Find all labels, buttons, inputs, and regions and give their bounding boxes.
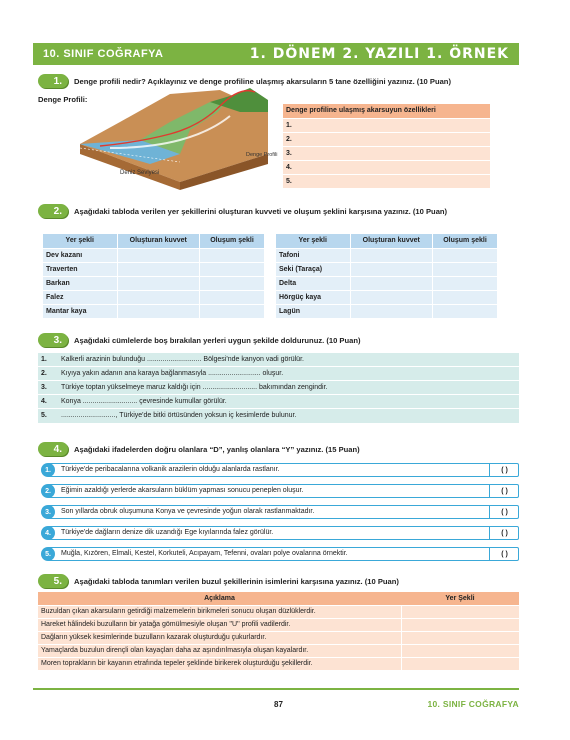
footer-divider bbox=[33, 688, 519, 690]
table-row[interactable] bbox=[38, 657, 519, 670]
table-row[interactable] bbox=[38, 605, 519, 618]
q2-blank[interactable] bbox=[199, 276, 264, 290]
q5-answer-cell[interactable] bbox=[401, 644, 519, 657]
q3-num: 5. bbox=[38, 409, 58, 423]
q2-blank[interactable] bbox=[350, 290, 432, 304]
q2-item: Dev kazanı bbox=[43, 248, 117, 262]
q2-left-header-yer: Yer şekli bbox=[43, 234, 117, 248]
list-item[interactable] bbox=[45, 526, 519, 540]
q5-answer-cell[interactable] bbox=[401, 657, 519, 670]
q2-blank[interactable] bbox=[199, 248, 264, 262]
q2-blank[interactable] bbox=[117, 248, 199, 262]
q5-description: Hareket hâlindeki buzulların bir yatağa gömülmesiyle oluşan ''U'' profili vadilerdir. bbox=[38, 618, 401, 631]
table-row[interactable] bbox=[38, 395, 519, 409]
q3-sentence: Kalkerli arazinin bulunduğu ............................ Bölgesi'nde kanyon vadi görülür. bbox=[58, 353, 519, 367]
question-3-number: 3. bbox=[38, 333, 68, 347]
q3-num: 2. bbox=[38, 367, 58, 381]
question-5-text: Aşağıdaki tabloda tanımları verilen buzul şekillerinin isimlerini karşısına yazınız. (10 Puan) bbox=[74, 576, 399, 586]
q5-glacier-table bbox=[38, 592, 519, 670]
table-row[interactable] bbox=[38, 353, 519, 367]
list-item[interactable] bbox=[45, 484, 519, 498]
table-row[interactable] bbox=[283, 174, 490, 188]
table-row[interactable] bbox=[43, 304, 265, 318]
q2-item: Traverten bbox=[43, 262, 117, 276]
q2-blank[interactable] bbox=[117, 262, 199, 276]
table-row[interactable] bbox=[43, 262, 265, 276]
q1-row-4: 4. bbox=[283, 160, 490, 174]
header-exam-title: 1. DÖNEM 2. YAZILI 1. ÖRNEK bbox=[249, 46, 509, 62]
q2-item: Seki (Taraça) bbox=[276, 262, 350, 276]
q3-sentence: ............................, Türkiye'de bitki örtüsünden yoksun iç kesimlerde bulunur. bbox=[58, 409, 519, 423]
q2-item: Hörgüç kaya bbox=[276, 290, 350, 304]
q2-item: Tafoni bbox=[276, 248, 350, 262]
q1-row-5: 5. bbox=[283, 174, 490, 188]
q2-blank[interactable] bbox=[350, 248, 432, 262]
q5-description: Moren toprakların bir kayanın etrafında tepeler şeklinde birikerek oluşturduğu şekillerdir. bbox=[38, 657, 401, 670]
page-number: 87 bbox=[274, 700, 283, 709]
q2-left-header-olusum: Oluşum şekli bbox=[199, 234, 264, 248]
q5-description: Buzuldan çıkan akarsuların getirdiği malzemelerin birikmeleri sonucu oluşan düzlüklerdir. bbox=[38, 605, 401, 618]
question-5-number: 5. bbox=[38, 574, 68, 588]
table-row[interactable] bbox=[283, 160, 490, 174]
q4-num: 2. bbox=[41, 484, 55, 498]
footer-subject: 10. SINIF COĞRAFYA bbox=[427, 699, 519, 709]
q2-blank[interactable] bbox=[432, 276, 497, 290]
table-row[interactable] bbox=[276, 248, 498, 262]
q3-num: 3. bbox=[38, 381, 58, 395]
q2-blank[interactable] bbox=[432, 304, 497, 318]
list-item[interactable] bbox=[45, 505, 519, 519]
q4-answer-box[interactable]: ( ) bbox=[489, 463, 519, 477]
q4-num: 1. bbox=[41, 463, 55, 477]
question-3-header bbox=[38, 333, 361, 347]
question-1-number: 1. bbox=[38, 74, 68, 88]
question-3-text: Aşağıdaki cümlelerde boş bırakılan yerleri uygun şekilde doldurunuz. (10 Puan) bbox=[74, 335, 361, 345]
q2-item: Falez bbox=[43, 290, 117, 304]
q1-row-3: 3. bbox=[283, 146, 490, 160]
q3-sentence: Türkiye toptan yükselmeye maruz kaldığı için ............................ bakımından zengindir. bbox=[58, 381, 519, 395]
q4-statement: Türkiye'de peribacalarına volkanik arazilerin olduğu alanlarda rastlanır. bbox=[61, 466, 280, 473]
q2-blank[interactable] bbox=[432, 262, 497, 276]
table-row[interactable] bbox=[43, 248, 265, 262]
q2-blank[interactable] bbox=[199, 262, 264, 276]
table-row[interactable] bbox=[38, 618, 519, 631]
table-row[interactable] bbox=[276, 290, 498, 304]
q5-answer-cell[interactable] bbox=[401, 631, 519, 644]
header-banner bbox=[33, 43, 519, 65]
q2-right-header-yer: Yer şekli bbox=[276, 234, 350, 248]
q4-num: 5. bbox=[41, 547, 55, 561]
q2-item: Barkan bbox=[43, 276, 117, 290]
list-item[interactable] bbox=[45, 547, 519, 561]
table-row[interactable] bbox=[283, 146, 490, 160]
q5-description: Yamaçlarda buzulun dirençli olan kayaçları daha az aşındırılmasıyla oluşan kayalardır. bbox=[38, 644, 401, 657]
question-2-header bbox=[38, 204, 447, 218]
q4-answer-box[interactable]: ( ) bbox=[489, 526, 519, 540]
question-5-header bbox=[38, 574, 399, 588]
q3-num: 4. bbox=[38, 395, 58, 409]
table-row[interactable] bbox=[43, 276, 265, 290]
table-row[interactable] bbox=[276, 276, 498, 290]
q5-header-aciklama: Açıklama bbox=[38, 592, 401, 605]
q3-sentence: Konya ............................ çevresinde kumullar görülür. bbox=[58, 395, 519, 409]
q4-statement: Son yıllarda obruk oluşumuna Konya ve çevresinde yoğun olarak rastlanmaktadır. bbox=[61, 508, 315, 515]
question-1-text: Denge profili nedir? Açıklayınız ve denge profiline ulaşmış akarsuların 5 tane özelliğini yazınız. (10 Puan) bbox=[74, 76, 451, 86]
q2-blank[interactable] bbox=[199, 290, 264, 304]
question-4-header bbox=[38, 442, 360, 456]
q2-item: Mantar kaya bbox=[43, 304, 117, 318]
q5-description: Dağların yüksek kesimlerinde buzulların kazarak oluşturduğu çukurlardır. bbox=[38, 631, 401, 644]
q4-statement: Türkiye'de dağların denize dik uzandığı Ege kıyılarında falez görülür. bbox=[61, 529, 274, 536]
diagram-label-sea: Deniz Seviyesi bbox=[120, 170, 160, 176]
table-row[interactable] bbox=[38, 367, 519, 381]
denge-profili-label: Denge Profili: bbox=[38, 95, 88, 104]
list-item[interactable] bbox=[45, 463, 519, 477]
q4-answer-box[interactable]: ( ) bbox=[489, 505, 519, 519]
q4-answer-box[interactable]: ( ) bbox=[489, 484, 519, 498]
q5-answer-cell[interactable] bbox=[401, 605, 519, 618]
q3-fill-table bbox=[38, 352, 519, 423]
table-row[interactable] bbox=[38, 644, 519, 657]
table-row[interactable] bbox=[283, 118, 490, 132]
table-row[interactable] bbox=[38, 381, 519, 395]
question-2-text: Aşağıdaki tabloda verilen yer şekillerini oluşturan kuvveti ve oluşum şeklini karşısına yazınız. (10 Puan) bbox=[74, 206, 448, 216]
q2-blank[interactable] bbox=[350, 304, 432, 318]
q2-blank[interactable] bbox=[117, 290, 199, 304]
q2-blank[interactable] bbox=[432, 248, 497, 262]
q3-sentence: Kıyıya yakın adanın ana karaya bağlanmasıyla ........................... oluşur. bbox=[58, 367, 519, 381]
denge-profili-diagram bbox=[80, 82, 278, 190]
q4-statement: Muğla, Kızören, Elmali, Kestel, Korkuteli, Acıpayam, Tefenni, ovaları polye ovalarına örnektir. bbox=[61, 550, 348, 557]
q2-blank[interactable] bbox=[350, 276, 432, 290]
table-row[interactable] bbox=[38, 409, 519, 423]
q3-num: 1. bbox=[38, 353, 58, 367]
question-2-number: 2. bbox=[38, 204, 68, 218]
q1-properties-table bbox=[283, 104, 490, 188]
q4-statement: Eğimin azaldığı yerlerde akarsuların büklüm yapması sonucu peneplen oluşur. bbox=[61, 487, 304, 494]
q2-blank[interactable] bbox=[117, 276, 199, 290]
q4-num: 3. bbox=[41, 505, 55, 519]
q4-answer-box[interactable]: ( ) bbox=[489, 547, 519, 561]
header-subject: 10. SINIF COĞRAFYA bbox=[43, 48, 164, 60]
q2-blank[interactable] bbox=[199, 304, 264, 318]
question-4-number: 4. bbox=[38, 442, 68, 456]
q2-blank[interactable] bbox=[350, 262, 432, 276]
q2-blank[interactable] bbox=[117, 304, 199, 318]
diagram-label-profile: Denge Profili bbox=[246, 152, 278, 158]
table-row[interactable] bbox=[276, 304, 498, 318]
q1-table-header: Denge profiline ulaşmış akarsuyun özellikleri bbox=[283, 104, 490, 118]
table-row[interactable] bbox=[43, 290, 265, 304]
q2-right-header-kuvvet: Oluşturan kuvvet bbox=[350, 234, 432, 248]
q2-item: Delta bbox=[276, 276, 350, 290]
q2-right-header-olusum: Oluşum şekli bbox=[432, 234, 497, 248]
q2-item: Lagün bbox=[276, 304, 350, 318]
q1-row-2: 2. bbox=[283, 132, 490, 146]
table-row[interactable] bbox=[38, 631, 519, 644]
q5-answer-cell[interactable] bbox=[401, 618, 519, 631]
q1-row-1: 1. bbox=[283, 118, 490, 132]
q2-left-header-kuvvet: Oluşturan kuvvet bbox=[117, 234, 199, 248]
question-4-text: Aşağıdaki ifadelerden doğru olanlara “D”, yanlış olanlara “Y” yazınız. (15 Puan) bbox=[74, 444, 360, 454]
q2-right-table bbox=[276, 234, 498, 318]
q2-left-table bbox=[43, 234, 265, 318]
q5-header-yer-sekli: Yer Şekli bbox=[401, 592, 519, 605]
q4-num: 4. bbox=[41, 526, 55, 540]
table-row[interactable] bbox=[283, 132, 490, 146]
q2-blank[interactable] bbox=[432, 290, 497, 304]
table-row[interactable] bbox=[276, 262, 498, 276]
